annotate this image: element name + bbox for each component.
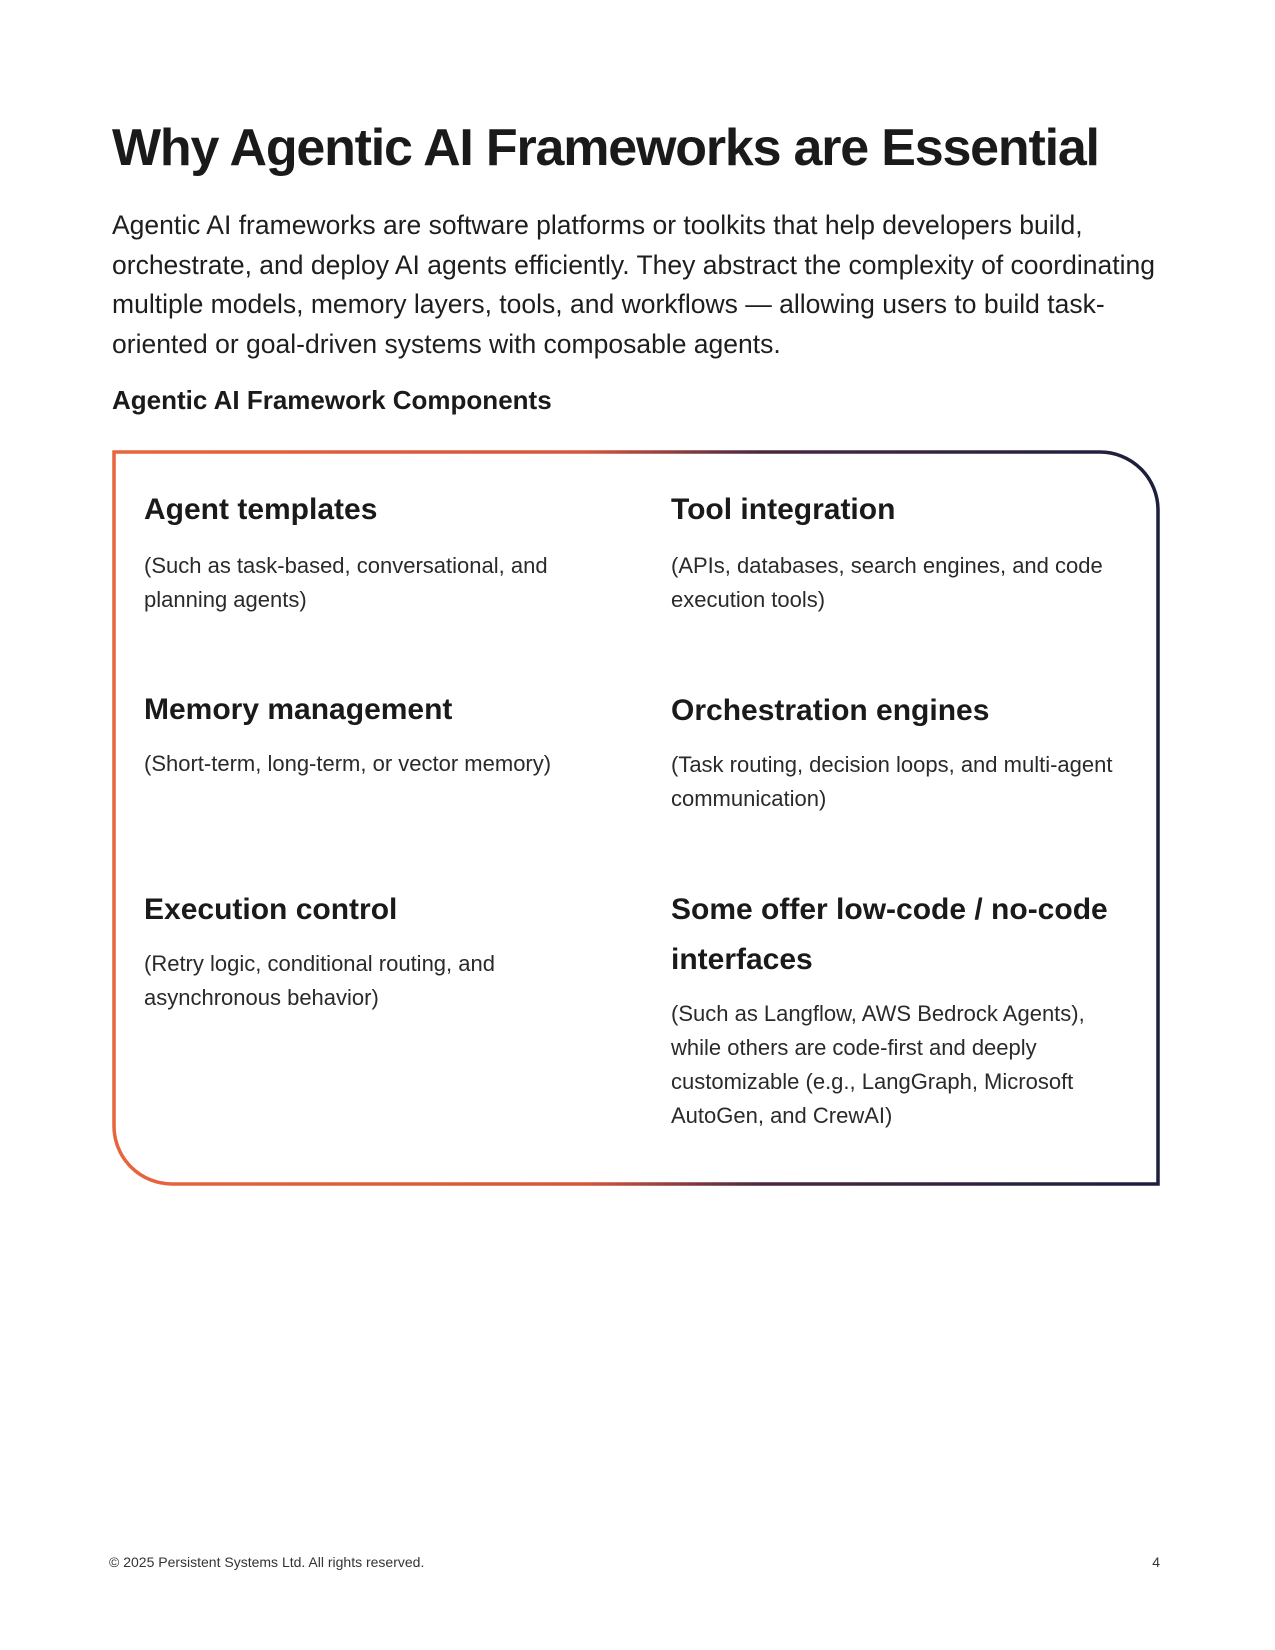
component-execution-control: [144, 885, 614, 1015]
component-description: (Task routing, decision loops, and multi-agent communication): [671, 752, 1113, 811]
component-agent-templates: [144, 485, 614, 617]
components-heading: Agentic AI Framework Components: [112, 385, 552, 415]
footer-copyright: © 2025 Persistent Systems Ltd. All rights reserved.: [109, 1554, 425, 1570]
component-low-code-interfaces: [671, 885, 1111, 1133]
component-title: Tool integration: [671, 493, 896, 526]
page-title: Why Agentic AI Frameworks are Essential: [112, 119, 1099, 177]
intro-paragraph: Agentic AI frameworks are software platforms or toolkits that help developers build, orchestrate, and deploy AI agents efficiently. They abstract the complexity of coordinating multiple models, memory layers, tools, and workflows — allowing users to build task-oriented or goal-driven systems with composable agents.: [112, 210, 1155, 359]
component-description: (Such as Langflow, AWS Bedrock Agents), while others are code-first and deeply customizable (e.g., LangGraph, Microsoft AutoGen, and CrewAI): [671, 1001, 1085, 1128]
component-description: (Retry logic, conditional routing, and asynchronous behavior): [144, 951, 495, 1010]
component-orchestration-engines: [671, 686, 1141, 816]
page-number: 4: [1152, 1554, 1160, 1570]
component-memory-management: [144, 685, 614, 781]
component-title: Orchestration engines: [671, 694, 990, 727]
component-tool-integration: [671, 485, 1141, 617]
component-description: (Short-term, long-term, or vector memory): [144, 751, 552, 776]
component-title: Agent templates: [144, 493, 378, 526]
component-title: Memory management: [144, 693, 453, 726]
component-title: Some offer low-code / no-code interfaces: [671, 893, 1108, 976]
component-title: Execution control: [144, 893, 398, 926]
component-description: (APIs, databases, search engines, and code execution tools): [671, 553, 1103, 612]
component-description: (Such as task-based, conversational, and planning agents): [144, 553, 548, 612]
